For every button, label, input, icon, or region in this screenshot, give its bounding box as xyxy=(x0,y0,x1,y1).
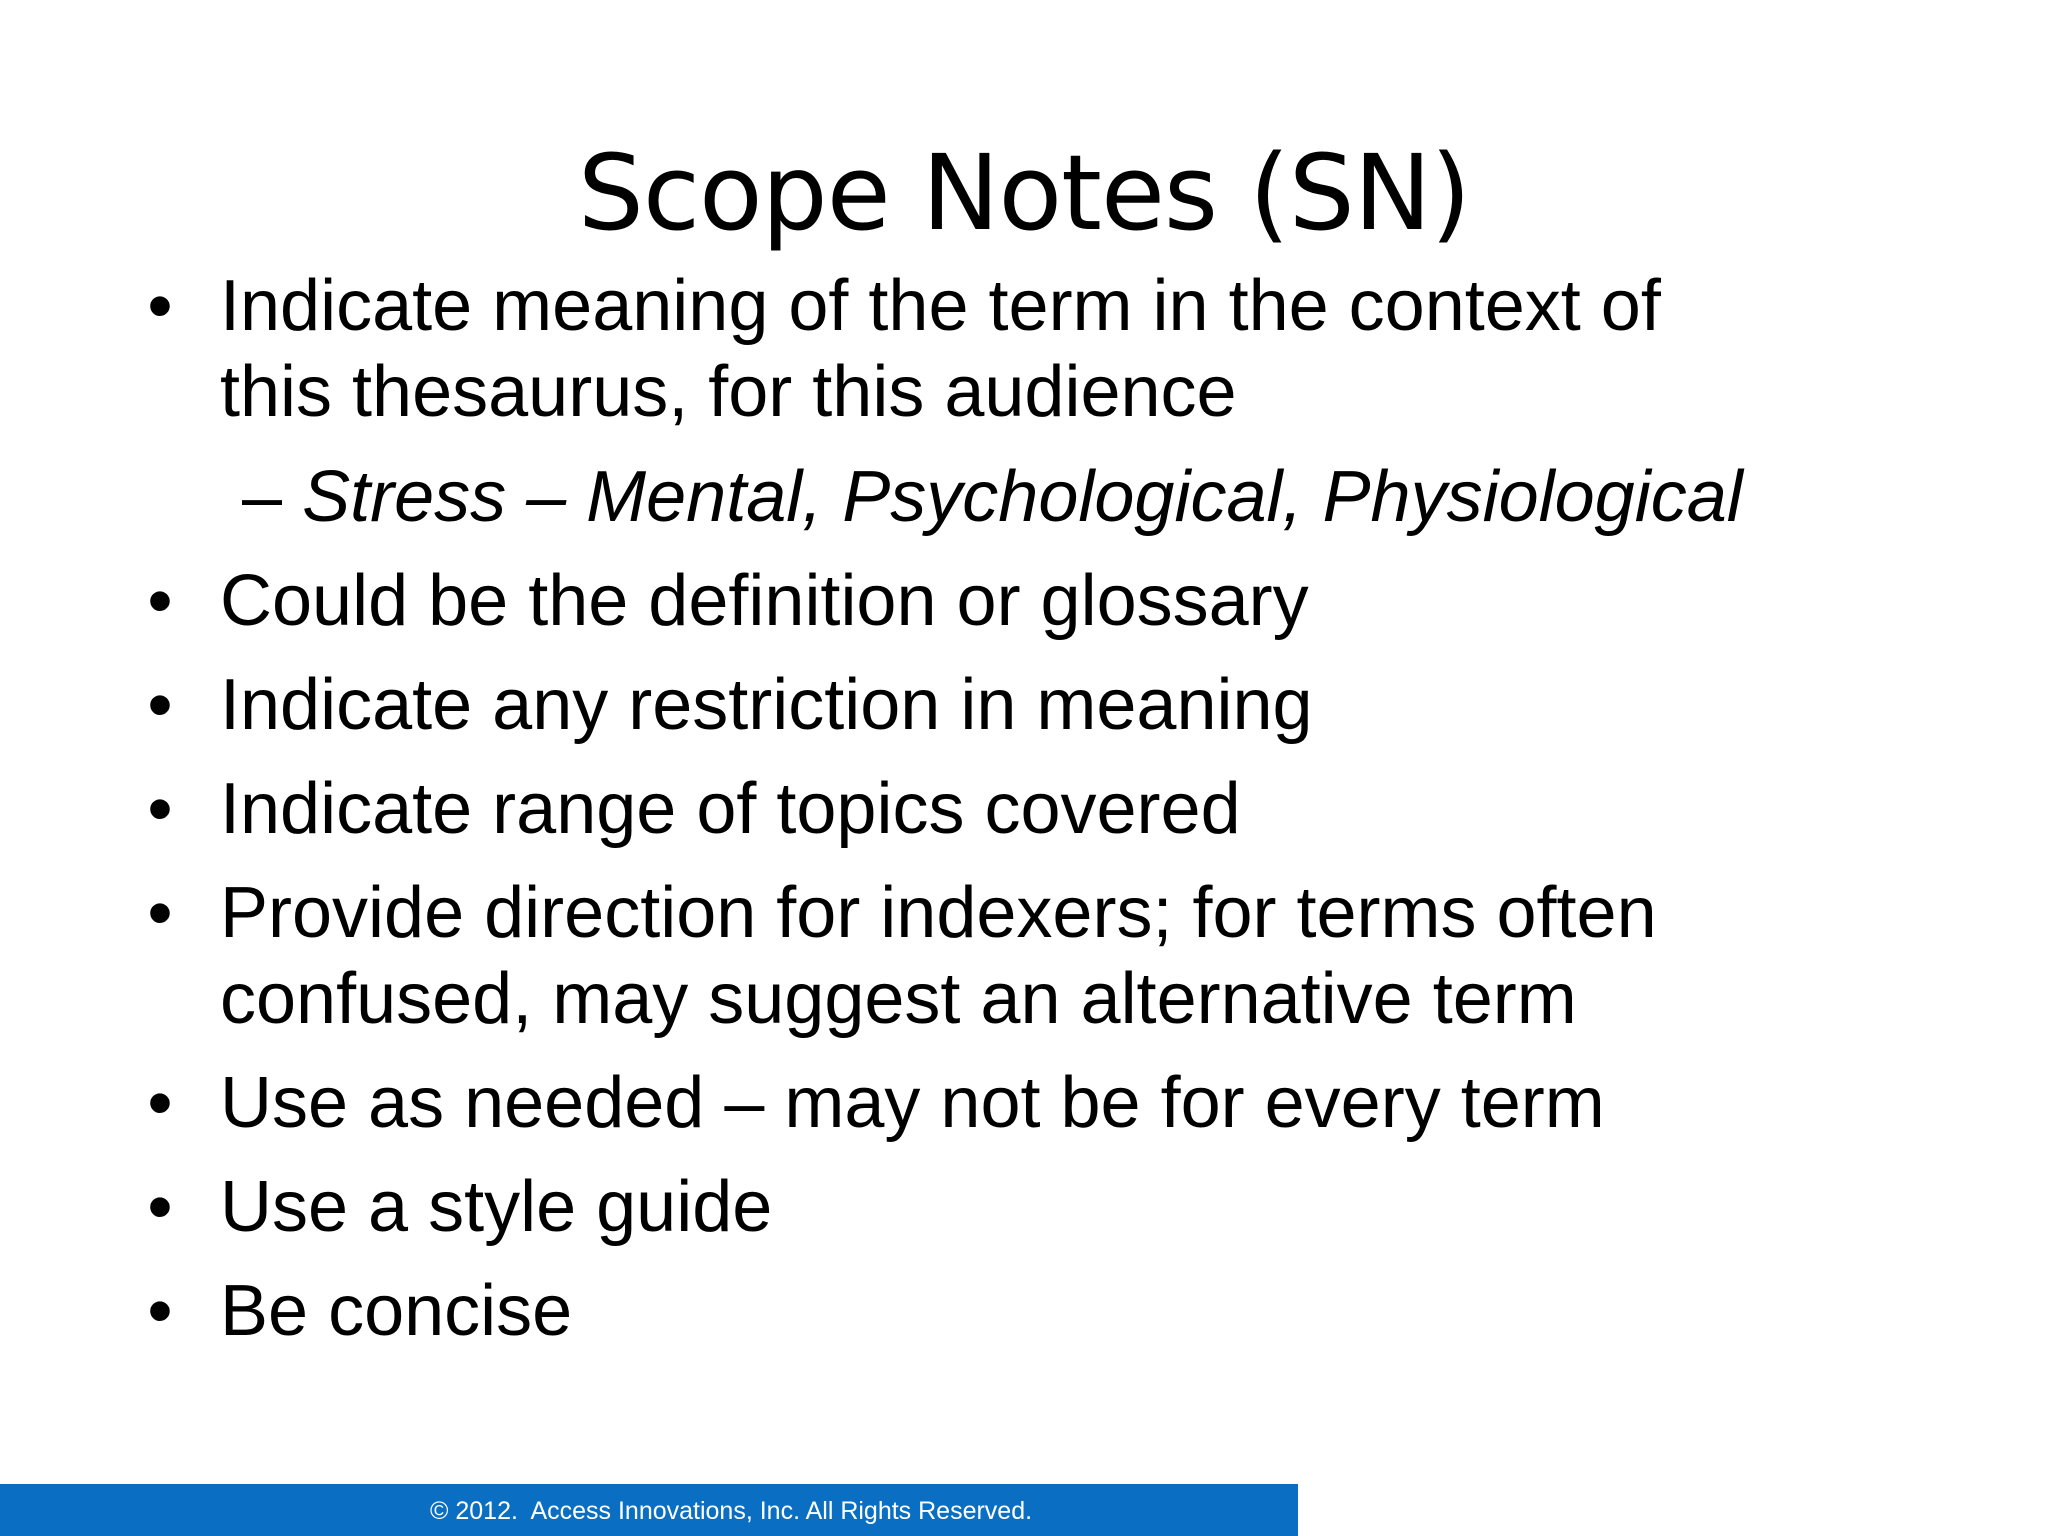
bullet-text: confused, may suggest an alternative term xyxy=(220,959,1577,1039)
bullet-text: this thesaurus, for this audience xyxy=(220,352,1237,432)
bullet-text: Indicate meaning of the term in the context of xyxy=(220,266,1661,346)
bullet-marker: • xyxy=(147,769,173,849)
bullet-marker: • xyxy=(147,1063,173,1143)
bullet-marker: • xyxy=(147,1271,173,1351)
bullet-marker: • xyxy=(147,266,173,346)
bullet-marker: • xyxy=(147,561,173,641)
sub-bullet-marker: – xyxy=(242,457,283,537)
sub-bullet-item xyxy=(242,454,1743,540)
bullet-text: Could be the definition or glossary xyxy=(220,561,1309,641)
bullet-text: Provide direction for indexers; for terms often xyxy=(220,873,1657,953)
bullet-text: Indicate range of topics covered xyxy=(220,769,1241,849)
slide-title: Scope Notes (SN) xyxy=(577,132,1471,254)
bullet-text: Be concise xyxy=(220,1271,573,1351)
bullet-text: Indicate any restriction in meaning xyxy=(220,665,1313,745)
bullet-text: Use as needed – may not be for every term xyxy=(220,1063,1605,1143)
bullet-text: Use a style guide xyxy=(220,1167,773,1247)
bullet-marker: • xyxy=(147,873,173,953)
sub-bullet-text: Stress – Mental, Psychological, Physiological xyxy=(302,457,1743,537)
copyright-footer: © 2012. Access Innovations, Inc. All Rights Reserved. xyxy=(430,1497,1033,1525)
bullet-marker: • xyxy=(147,665,173,745)
bullet-marker: • xyxy=(147,1167,173,1247)
